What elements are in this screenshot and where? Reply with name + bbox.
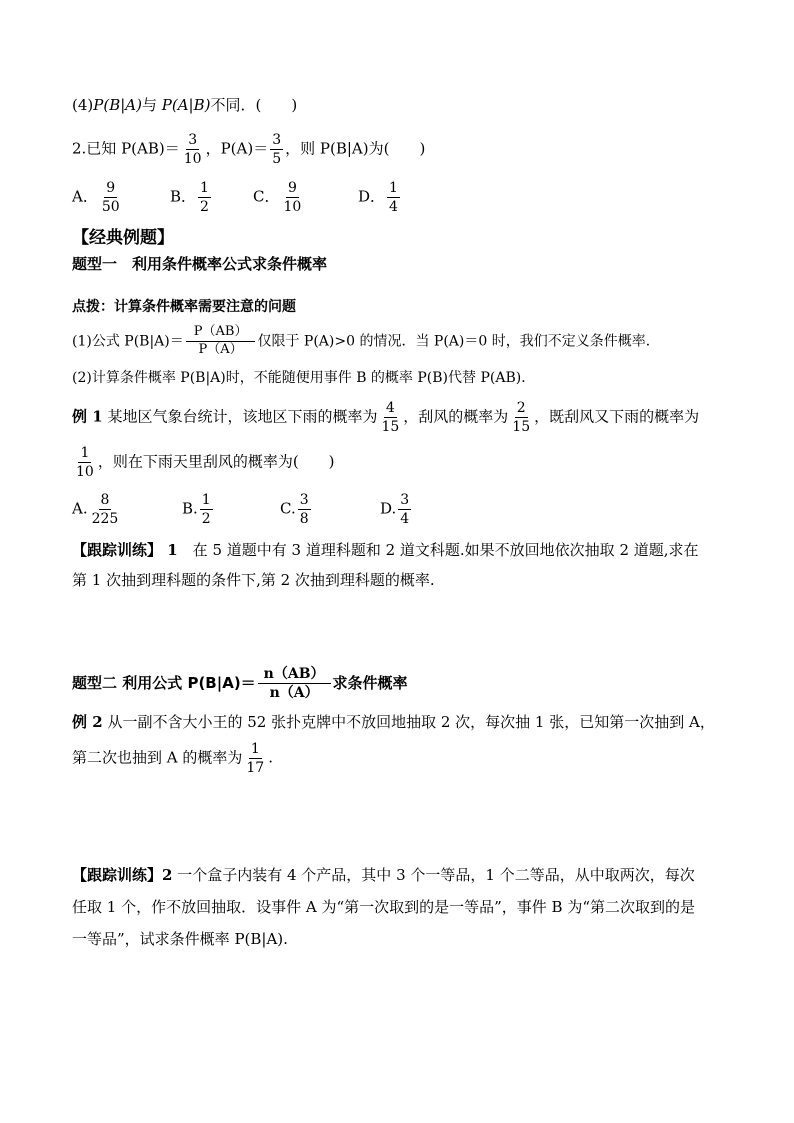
example-1-label: 例 1 [72, 407, 103, 426]
track-2-line-2: 任取 1 个，作不放回抽取．设事件 A 为“第一次取到的是一等品”，事件 B 为“第二次取到的是 [72, 898, 696, 916]
section-title: 【经典例题】 [72, 228, 174, 248]
q2-option-c: C． $\frac{9}{10}$ [253, 180, 302, 216]
example-1-line-1: 例 1 某地区气象台统计，该地区下雨的概率为 $\frac{4}{15}$ ，刮风的概率为 $\frac{2}{15}$ ，既刮风又下雨的概率为 [72, 400, 700, 436]
example-2-label: 例 2 [72, 713, 103, 731]
track-1-line-2: 第 1 次抽到理科题的条件下,第 2 次抽到理科题的概率. [72, 571, 435, 589]
example-2-line-1: 例 2 从一副不含大小王的 52 张扑克牌中不放回地抽取 2 次，每次抽 1 张，已知第一次抽到 A， [72, 713, 715, 731]
fraction: $\frac{3}{10}$ [183, 132, 202, 168]
type2-title: 题型二 利用公式 P(B|A)＝ $\frac{n(AB)}{n(A)}$ 求条件概率 [72, 666, 408, 702]
ex1-option-c: C. $\frac{3}{8}$ [280, 492, 309, 528]
track-2-line-3: 一等品”，试求条件概率 P(B|A). [72, 930, 288, 948]
tip-line-1: (1)公式 P(B|A)＝ $\frac{P(AB)}{P(A)}$ 仅限于 P(A)>0 的情况．当 P(A)＝0 时，我们不定义条件概率． [72, 324, 660, 357]
q4-statement: (4)P(B|A)与 P(A|B)不同．( ) [72, 96, 298, 114]
ex1-option-a: A. $\frac{8}{225}$ [72, 492, 119, 528]
track-1-line-1: 【跟踪训练】 1 在 5 道题中有 3 道理科题和 2 道文科题.如果不放回地依次抽取 2 道题,求在 [72, 541, 699, 559]
track-2-line-1: 【跟踪训练】2 一个盒子内装有 4 个产品，其中 3 个一等品，1 个二等品，从中取两次，每次 [72, 866, 695, 884]
example-1-line-2: $\frac{1}{10}$ ，则在下雨天里刮风的概率为( ) [76, 445, 335, 481]
tip-title: 点拨：计算条件概率需要注意的问题 [72, 299, 296, 315]
q2-option-d: D． $\frac{1}{4}$ [358, 180, 398, 216]
fraction: $\frac{3}{5}$ [272, 132, 282, 168]
ex1-option-b: B. $\frac{1}{2}$ [182, 492, 211, 528]
q2-statement: 2.已知 P(AB)＝ $\frac{3}{10}$ ，P(A)＝ $\frac{3}{5}$ ，则 P(B|A)为( ) [72, 132, 426, 168]
ex1-option-d: D. $\frac{3}{4}$ [380, 492, 410, 528]
tip-line-2: (2)计算条件概率 P(B|A)时，不能随便用事件 B 的概率 P(B)代替 P(AB)． [72, 370, 536, 386]
track-1-label: 【跟踪训练】 1 [72, 541, 178, 559]
type1-title: 题型一 利用条件概率公式求条件概率 [72, 255, 328, 273]
q2-option-b: B． $\frac{1}{2}$ [170, 180, 209, 216]
example-2-line-2: 第二次也抽到 A 的概率为 $\frac{1}{17}$ . [72, 741, 273, 777]
q2-option-a: A． $\frac{9}{50}$ [72, 180, 120, 216]
track-2-label: 【跟踪训练】2 [72, 866, 173, 884]
